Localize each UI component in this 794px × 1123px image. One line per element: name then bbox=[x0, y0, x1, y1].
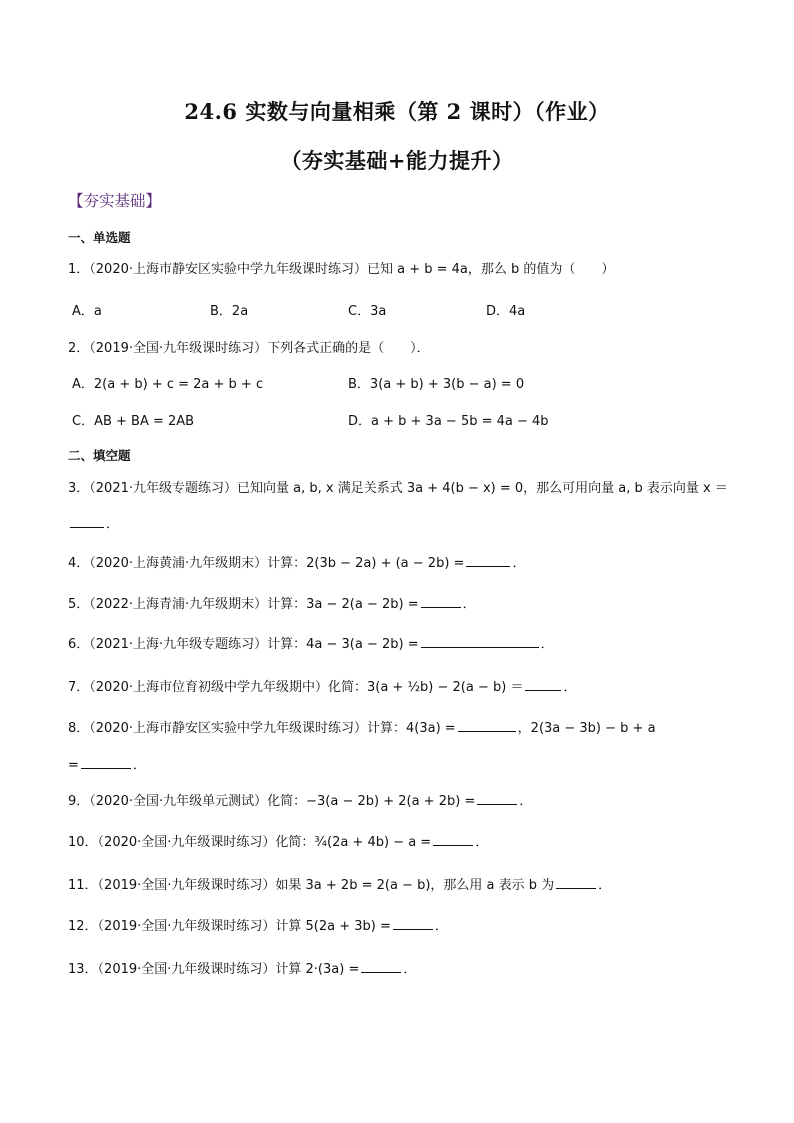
q9-end: ． bbox=[519, 794, 533, 809]
q8-mid: ，2(3a − 3b) − b + a bbox=[517, 721, 656, 736]
page-title: 24.6 实数与向量相乘（第 2 课时）（作业） bbox=[184, 99, 610, 124]
question-12 bbox=[68, 915, 448, 934]
question-2: 2．（2019·全国·九年级课时练习）下列各式正确的是（ ）． bbox=[68, 341, 430, 356]
q1-option-c[interactable]: C．3a bbox=[348, 304, 387, 319]
q7-answer-blank[interactable] bbox=[525, 678, 561, 691]
q8-line2-eq: = bbox=[68, 758, 79, 773]
part1-heading: 一、单选题 bbox=[68, 230, 131, 245]
q6-end: ． bbox=[540, 637, 554, 652]
q13-end: ． bbox=[403, 962, 417, 977]
q9-answer-blank[interactable] bbox=[477, 792, 517, 805]
q12-answer-blank[interactable] bbox=[393, 917, 433, 930]
q6-answer-blank[interactable] bbox=[421, 635, 539, 648]
q10-answer-blank[interactable] bbox=[433, 833, 473, 846]
question-10 bbox=[68, 831, 488, 850]
question-6 bbox=[68, 633, 554, 652]
part2-heading: 二、填空题 bbox=[68, 448, 131, 463]
q2-option-a[interactable]: A．2(a + b) + c = 2a + b + c bbox=[72, 377, 264, 392]
question-7 bbox=[68, 676, 576, 695]
question-9 bbox=[68, 790, 532, 809]
q2-option-c[interactable]: C．AB + BA = 2AB bbox=[72, 414, 195, 429]
q12-text: 12．（2019·全国·九年级课时练习）计算 5(2a + 3b) = bbox=[68, 919, 391, 934]
section-label: 【夯实基础】 bbox=[68, 192, 162, 210]
question-5 bbox=[68, 593, 476, 612]
q11-text: 11．（2019·全国·九年级课时练习）如果 3a + 2b = 2(a − b)，那么用 a 表示 b 为 bbox=[68, 878, 555, 893]
q10-text: 10．（2020·全国·九年级课时练习）化简：¾(2a + 4b) − a = bbox=[68, 835, 432, 850]
q4-end: ． bbox=[512, 556, 526, 571]
q13-answer-blank[interactable] bbox=[361, 960, 401, 973]
q5-answer-blank[interactable] bbox=[421, 595, 461, 608]
question-11 bbox=[68, 874, 611, 893]
page-subtitle: （夯实基础+能力提升） bbox=[280, 148, 514, 173]
q3-answer-blank[interactable] bbox=[70, 515, 104, 528]
q1-option-a[interactable]: A．a bbox=[72, 304, 102, 319]
q8-end: ． bbox=[132, 758, 146, 773]
q11-end: ． bbox=[598, 878, 612, 893]
q2-option-d[interactable]: D．a + b + 3a − 5b = 4a − 4b bbox=[348, 414, 549, 429]
q8-text: 8．（2020·上海市静安区实验中学九年级课时练习）计算：4(3a) = bbox=[68, 721, 456, 736]
q5-text: 5．（2022·上海青浦·九年级期末）计算：3a − 2(a − 2b) = bbox=[68, 597, 419, 612]
q11-answer-blank[interactable] bbox=[556, 876, 596, 889]
q12-end: ． bbox=[434, 919, 448, 934]
q4-text: 4．（2020·上海黄浦·九年级期末）计算：2(3b − 2a) + (a − 2b) = bbox=[68, 556, 465, 571]
q3-end: ． bbox=[106, 517, 120, 532]
q10-end: ． bbox=[475, 835, 489, 850]
question-13 bbox=[68, 958, 416, 977]
q2-option-b[interactable]: B．3(a + b) + 3(b − a) = 0 bbox=[348, 377, 525, 392]
q8-answer-blank-2[interactable] bbox=[81, 756, 131, 769]
question-3: 3．（2021·九年级专题练习）已知向量 a, b, x 满足关系式 3a + 4(b − x) = 0，那么可用向量 a, b 表示向量 x ＝ bbox=[68, 481, 728, 496]
q8-line2 bbox=[68, 754, 146, 773]
q6-text: 6．（2021·上海·九年级专题练习）计算：4a − 3(a − 2b) = bbox=[68, 637, 419, 652]
q7-end: ． bbox=[563, 680, 577, 695]
q9-text: 9．（2020·全国·九年级单元测试）化简：−3(a − 2b) + 2(a + 2b) = bbox=[68, 794, 476, 809]
question-1: 1．（2020·上海市静安区实验中学九年级课时练习）已知 a + b = 4a，那么 b 的值为（ ） bbox=[68, 262, 615, 277]
q1-option-d[interactable]: D．4a bbox=[486, 304, 526, 319]
q13-text: 13．（2019·全国·九年级课时练习）计算 2·(3a) = bbox=[68, 962, 360, 977]
q4-answer-blank[interactable] bbox=[466, 554, 510, 567]
q1-option-b[interactable]: B．2a bbox=[210, 304, 249, 319]
q7-text: 7．（2020·上海市位育初级中学九年级期中）化简：3(a + ½b) − 2(a − b) ＝ bbox=[68, 680, 524, 695]
question-4 bbox=[68, 552, 525, 571]
q3-answer-line bbox=[68, 513, 119, 532]
q5-end: ． bbox=[462, 597, 476, 612]
question-8 bbox=[68, 717, 656, 736]
q8-answer-blank-1[interactable] bbox=[458, 719, 516, 732]
